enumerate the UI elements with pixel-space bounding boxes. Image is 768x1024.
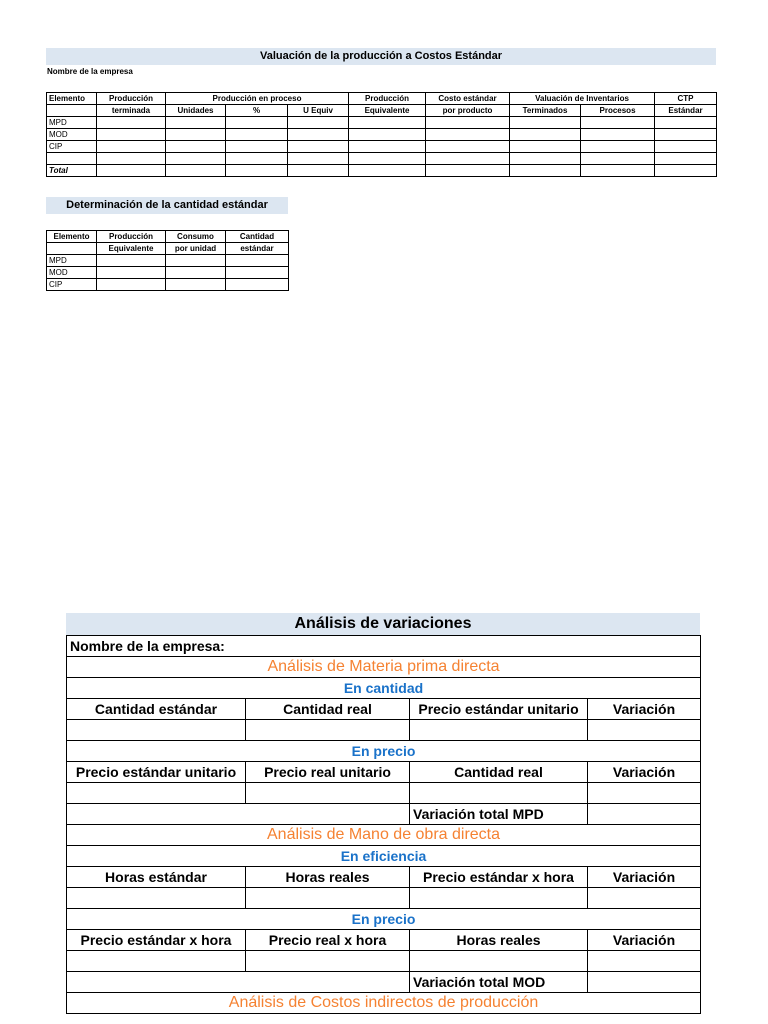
row-label-total: Total (47, 165, 97, 177)
header-precio-real-unitario: Precio real unitario (246, 762, 410, 783)
header-elemento: Elemento (47, 93, 97, 105)
header-terminados: Terminados (510, 105, 581, 117)
header-ctp: CTP (655, 93, 717, 105)
standard-quantity-table (46, 230, 289, 291)
mpd-price-subtitle: En precio (67, 741, 701, 762)
row-label: CIP (47, 141, 97, 153)
table-header-row (67, 930, 701, 951)
mpd-total-label: Variación total MPD (410, 804, 588, 825)
variance-analysis-table (66, 635, 701, 1014)
mod-analysis-title: Análisis de Mano de obra directa (67, 825, 701, 846)
header-horas-estandar: Horas estándar (67, 867, 246, 888)
header-elemento: Elemento (47, 231, 97, 243)
header-precio-estandar-hora: Precio estándar x hora (410, 867, 588, 888)
header-terminada: terminada (97, 105, 166, 117)
table-row (47, 117, 717, 129)
mod-total-label: Variación total MOD (410, 972, 588, 993)
row-label: MOD (47, 267, 97, 279)
row-label: CIP (47, 279, 97, 291)
section1-company-label: Nombre de la empresa (47, 67, 133, 76)
variance-analysis-title: Análisis de variaciones (66, 613, 700, 635)
header-por-producto: por producto (426, 105, 510, 117)
table-row (47, 153, 717, 165)
header-variacion: Variación (588, 699, 701, 720)
header-cantidad-real: Cantidad real (410, 762, 588, 783)
header-produccion: Producción (97, 231, 166, 243)
table-header-row (67, 867, 701, 888)
cip-analysis-title: Análisis de Costos indirectos de producción (67, 993, 701, 1014)
header-u-equiv: U Equiv (288, 105, 349, 117)
header-procesos: Procesos (581, 105, 655, 117)
table-row (67, 951, 701, 972)
section2-title: Determinación de la cantidad estándar (46, 197, 288, 214)
header-produccion-proceso: Producción en proceso (166, 93, 349, 105)
header-costo-estandar: Costo estándar (426, 93, 510, 105)
header-cantidad: Cantidad (226, 231, 289, 243)
company-label: Nombre de la empresa: (67, 636, 701, 657)
mpd-quantity-subtitle: En cantidad (67, 678, 701, 699)
row-label: MOD (47, 129, 97, 141)
header-estandar: estándar (226, 243, 289, 255)
section1-title: Valuación de la producción a Costos Estándar (46, 48, 716, 65)
table-row (47, 129, 717, 141)
table-row (67, 720, 701, 741)
header-cantidad-estandar: Cantidad estándar (67, 699, 246, 720)
table-row (67, 783, 701, 804)
header-precio-estandar-hora: Precio estándar x hora (67, 930, 246, 951)
header-valuacion-inventarios: Valuación de Inventarios (510, 93, 655, 105)
mod-total-row (67, 972, 701, 993)
header-precio-estandar-unitario: Precio estándar unitario (67, 762, 246, 783)
header-porcentaje: % (226, 105, 288, 117)
row-label: MPD (47, 117, 97, 129)
header-precio-real-hora: Precio real x hora (246, 930, 410, 951)
header-cantidad-real: Cantidad real (246, 699, 410, 720)
header-unidades: Unidades (166, 105, 226, 117)
row-label: MPD (47, 255, 97, 267)
header-variacion: Variación (588, 762, 701, 783)
header-horas-reales: Horas reales (246, 867, 410, 888)
header-produccion: Producción (97, 93, 166, 105)
table-row-total (47, 165, 717, 177)
mod-price-subtitle: En precio (67, 909, 701, 930)
header-equivalente: Equivalente (349, 105, 426, 117)
table-header-row (47, 93, 717, 105)
header-variacion: Variación (588, 930, 701, 951)
table-header-row (67, 762, 701, 783)
table-row (47, 267, 289, 279)
mpd-total-row (67, 804, 701, 825)
header-precio-estandar-unitario: Precio estándar unitario (410, 699, 588, 720)
table-row (67, 888, 701, 909)
header-estandar: Estándar (655, 105, 717, 117)
table-subheader-row (47, 243, 289, 255)
header-variacion: Variación (588, 867, 701, 888)
table-header-row (67, 699, 701, 720)
header-por-unidad: por unidad (166, 243, 226, 255)
header-equivalente: Equivalente (97, 243, 166, 255)
table-row (47, 279, 289, 291)
header-consumo: Consumo (166, 231, 226, 243)
row-label (47, 153, 97, 165)
mod-efficiency-subtitle: En eficiencia (67, 846, 701, 867)
table-row (47, 141, 717, 153)
table-subheader-row (47, 105, 717, 117)
header-horas-reales: Horas reales (410, 930, 588, 951)
table-header-row (47, 231, 289, 243)
table-row (47, 255, 289, 267)
header-produccion-2: Producción (349, 93, 426, 105)
mpd-analysis-title: Análisis de Materia prima directa (67, 657, 701, 678)
production-valuation-table (46, 92, 717, 177)
